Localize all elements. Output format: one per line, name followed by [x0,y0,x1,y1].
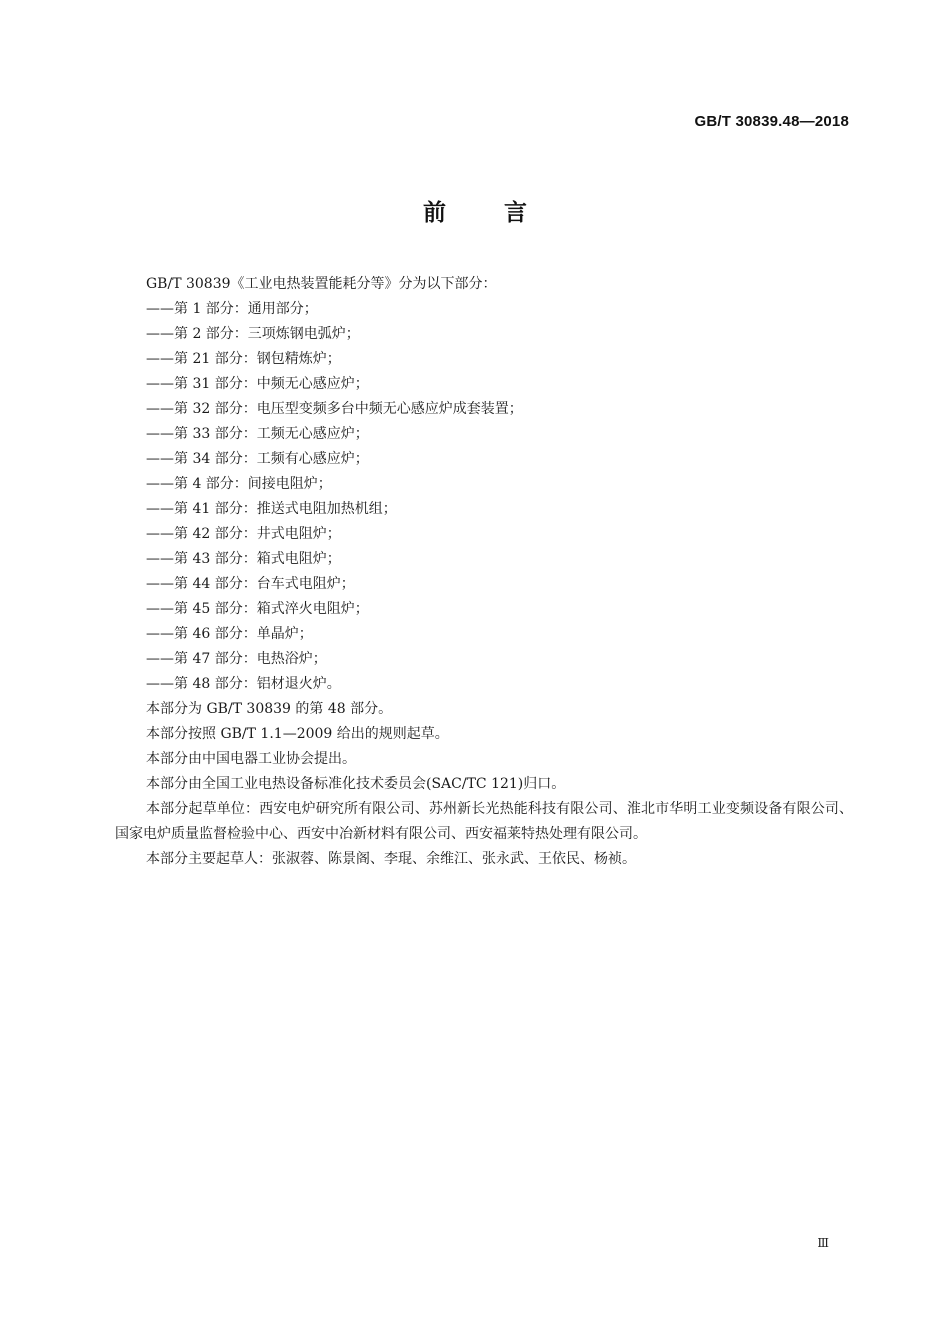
part-list-item: ——第 34 部分：工频有心感应炉； [146,451,369,467]
part-list-item: ——第 33 部分：工频无心感应炉； [146,426,369,442]
drafting-rules-statement: 本部分按照 GB/T 1.1—2009 给出的规则起草。 [146,726,449,742]
part-list-item: ——第 32 部分：电压型变频多台中频无心感应炉成套装置； [146,401,523,417]
part-list-item: ——第 21 部分：钢包精炼炉； [146,351,341,367]
drafters-statement: 本部分主要起草人：张淑蓉、陈景阁、李琨、余维江、张永武、王依民、杨祯。 [146,851,636,867]
committee-statement: 本部分由全国工业电热设备标准化技术委员会(SAC/TC 121)归口。 [146,776,566,792]
part-list-item: ——第 46 部分：单晶炉； [146,626,313,642]
part-list-item: ——第 45 部分：箱式淬火电阻炉； [146,601,369,617]
page-number: Ⅲ [817,1236,829,1250]
part-list-item: ——第 2 部分：三项炼钢电弧炉； [146,326,360,342]
part-list-item: ——第 42 部分：井式电阻炉； [146,526,341,542]
part-list-item: ——第 41 部分：推送式电阻加热机组； [146,501,397,517]
part-statement: 本部分为 GB/T 30839 的第 48 部分。 [146,701,393,717]
drafting-units-statement: 本部分起草单位：西安电炉研究所有限公司、苏州新长光热能科技有限公司、淮北市华明工业变频设备有限公司、国家电炉质量监督检验中心、西安中冶新材料有限公司、西安福莱特热处理有限公司。 [115,801,853,842]
proposer-statement: 本部分由中国电器工业协会提出。 [146,751,356,767]
foreword-body [115,272,853,872]
intro-paragraph: GB/T 30839《工业电热装置能耗分等》分为以下部分： [146,276,497,292]
part-list-item: ——第 31 部分：中频无心感应炉； [146,376,369,392]
standard-code: GB/T 30839.48—2018 [694,113,849,130]
part-list-item: ——第 43 部分：箱式电阻炉； [146,551,341,567]
part-list-item: ——第 48 部分：铝材退火炉。 [146,676,341,692]
page-title: 前言 [423,200,585,226]
part-list-item: ——第 44 部分：台车式电阻炉； [146,576,355,592]
part-list-item: ——第 1 部分：通用部分； [146,301,318,317]
part-list-item: ——第 47 部分：电热浴炉； [146,651,327,667]
part-list-item: ——第 4 部分：间接电阻炉； [146,476,332,492]
